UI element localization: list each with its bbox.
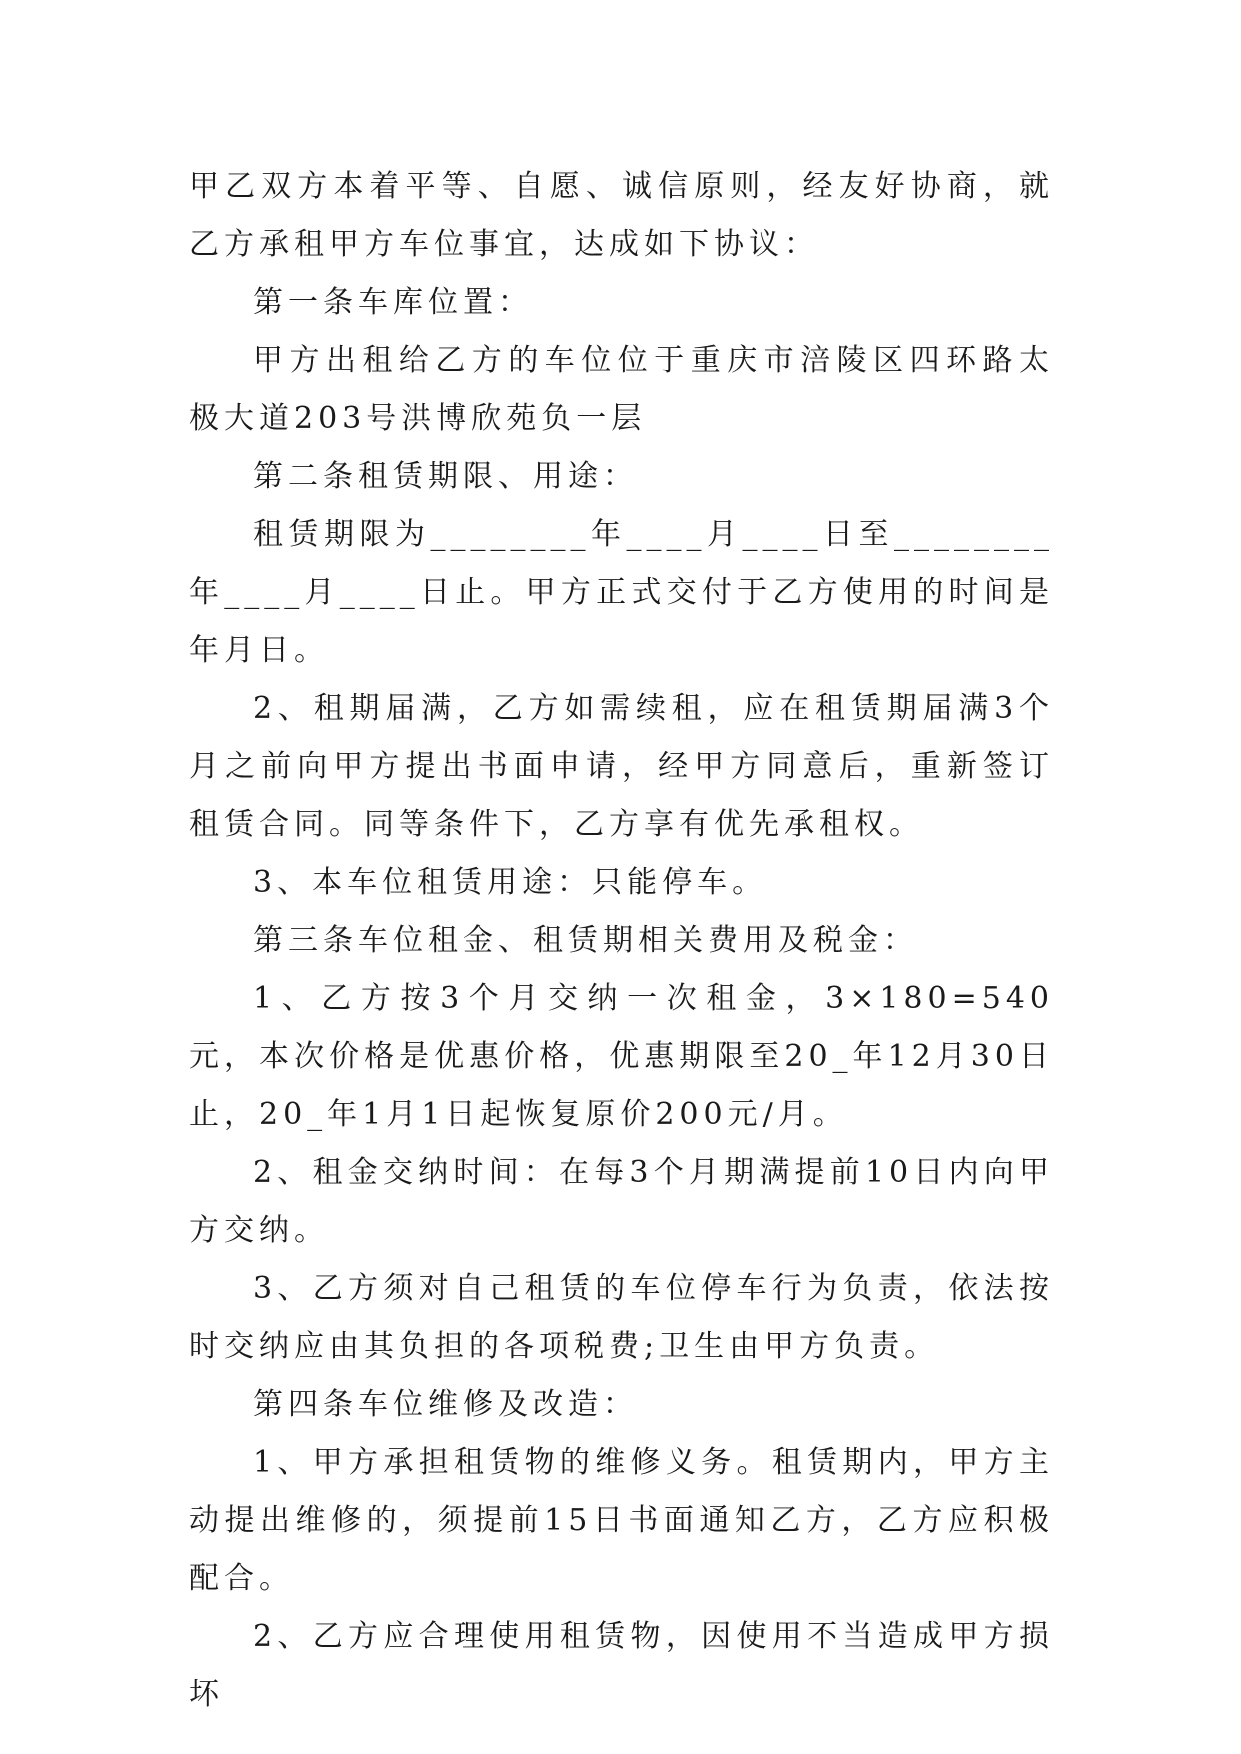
paragraph-taxes: 3、乙方须对自己租赁的车位停车行为负责，依法按时交纳应由其负担的各项税费;卫生由甲方负责。 xyxy=(189,1271,1054,1364)
paragraph-renewal: 2、租期届满，乙方如需续租，应在租赁期届满3个月之前向甲方提出书面申请，经甲方同意后，重新签订租赁合同。同等条件下，乙方享有优先承租权。 xyxy=(189,691,1054,842)
paragraph-rent-amount: 1、乙方按3个月交纳一次租金，3×180=540元，本次价格是优惠价格，优惠期限至20_年12月30日止，20_年1月1日起恢复原价200元/月。 xyxy=(189,981,1054,1132)
paragraph-article-3-heading: 第三条车位租金、租赁期相关费用及税金： xyxy=(253,923,918,958)
paragraph-article-1-heading: 第一条车库位置： xyxy=(253,285,533,320)
paragraph-usage: 3、本车位租赁用途：只能停车。 xyxy=(253,865,768,900)
paragraph-intro: 甲乙双方本着平等、自愿、诚信原则，经友好协商，就乙方承租甲方车位事宜，达成如下协议： xyxy=(189,169,1054,262)
paragraph-article-2-heading: 第二条租赁期限、用途： xyxy=(253,459,638,494)
paragraph-article-4-heading: 第四条车位维修及改造： xyxy=(253,1387,638,1422)
paragraph-maintenance: 1、甲方承担租赁物的维修义务。租赁期内，甲方主动提出维修的，须提前15日书面通知乙方，乙方应积极配合。 xyxy=(189,1445,1054,1596)
document-body xyxy=(189,158,1054,1724)
paragraph-rent-payment-time: 2、租金交纳时间：在每3个月期满提前10日内向甲方交纳。 xyxy=(189,1155,1054,1248)
paragraph-article-1-location: 甲方出租给乙方的车位位于重庆市涪陵区四环路太极大道203号洪博欣苑负一层 xyxy=(189,343,1054,436)
paragraph-lease-period: 租赁期限为________年____月____日至________年____月____日止。甲方正式交付于乙方使用的时间是年月日。 xyxy=(189,517,1054,668)
paragraph-proper-use: 2、乙方应合理使用租赁物，因使用不当造成甲方损坏 xyxy=(189,1619,1054,1712)
